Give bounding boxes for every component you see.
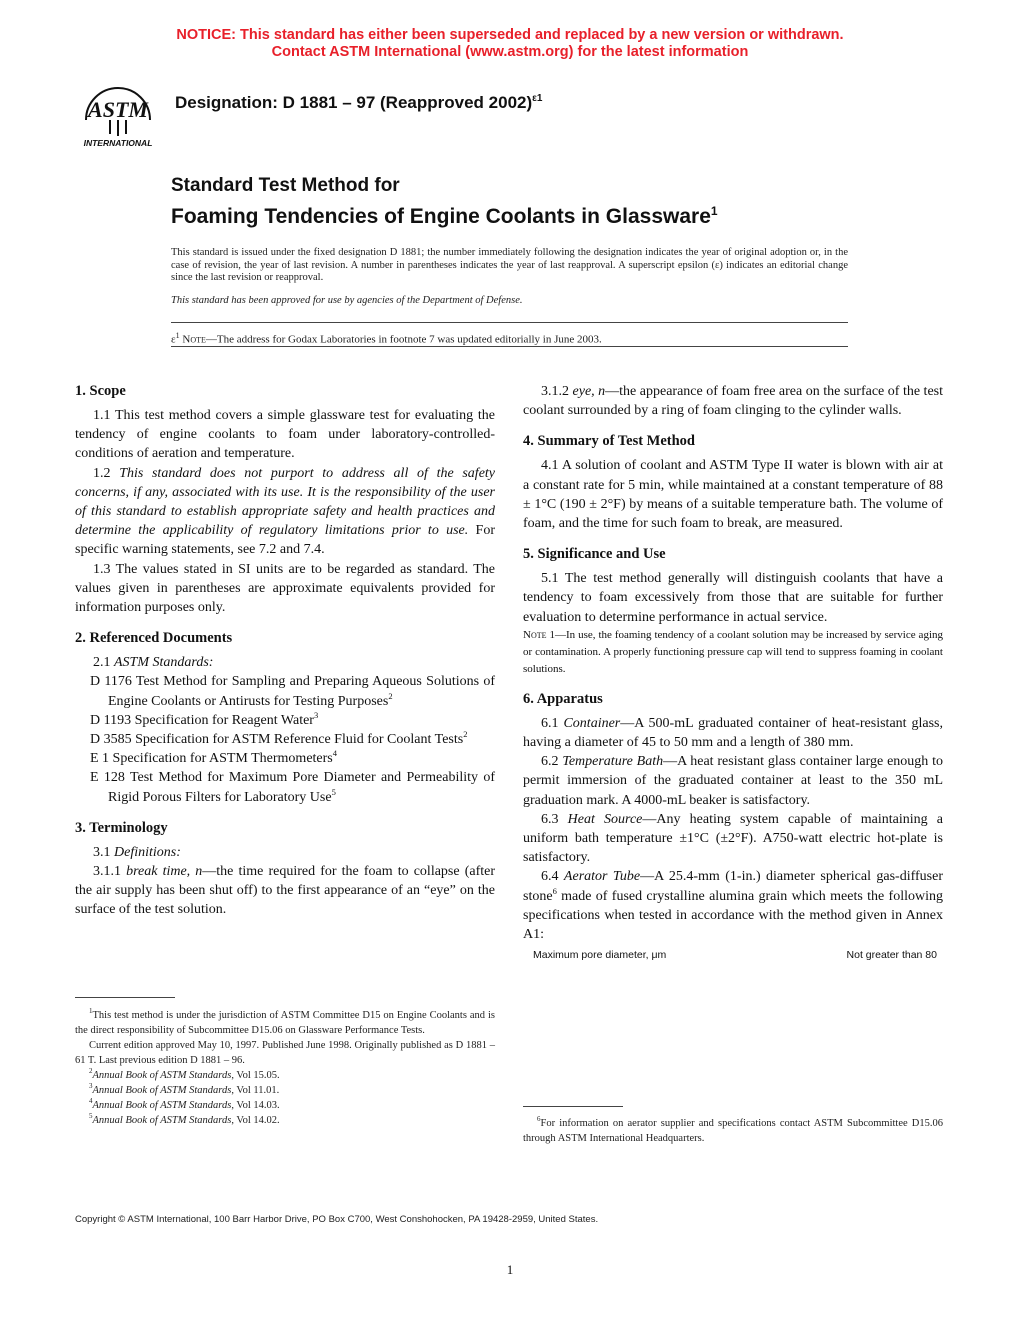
title-footnote-ref: 1 (710, 204, 718, 218)
left-column (75, 382, 495, 920)
editorial-note: $\varepsilon^1$ Note—The address for Godax Laboratories in footnote 7 was updated editorially in June 2003. (171, 331, 602, 346)
designation-text: Designation: D 1881 – 97 (Reapproved 2002) (175, 93, 533, 112)
para-1-3: 1.3 The values stated in SI units are to be regarded as standard. The values given in parentheses are approximate equivalents provided for information purposes only. (75, 561, 495, 616)
document-title (171, 174, 718, 230)
section-heading-apparatus: 6. Apparatus (523, 690, 603, 707)
para-1-2: 1.2 This standard does not purport to address all of the safety concerns, if any, associated with its use. It is the responsibility of the user of this standard to establish appropriate safety and health practices and determine the applicability of regulatory limitations prior to use. For specific warning statements, see 7.2 and 7.4. (75, 465, 496, 558)
copyright-line: Copyright © ASTM International, 100 Barr Harbor Drive, PO Box C700, West Conshohocken, PA 19428-2959, United States. (75, 1214, 599, 1225)
para-3-1-1: 3.1.1 break time, n—the time required for the foam to collapse (after the air supply has been shut off) to the first appearance of an “eye” on the surface of the test solution. (75, 864, 495, 918)
spec-row-pore-diameter (523, 948, 943, 962)
spec-value: Not greater than 80 (846, 949, 937, 962)
svg-text:ASTM: ASTM (88, 97, 148, 122)
notice-line-1: NOTICE: This standard has either been superseded and replaced by a new version or withdrawn. (176, 27, 844, 43)
para-6-1: 6.1 Container—A 500-mL graduated container of heat-resistant glass, having a diameter of 45 to 50 mm and a length of 380 mm. (523, 715, 944, 751)
divider-bottom (171, 346, 848, 347)
reference-d1176: D 1176 Test Method for Sampling and Preparing Aqueous Solutions of Engine Coolants or Antirusts for Testing Purposes$^2$ (90, 674, 495, 709)
note-1: Note 1—In use, the foaming tendency of a coolant solution may be increased by service aging or contamination. A properly functioning pressure cap will tend to suppress foaming in coolant solutions. (523, 628, 943, 675)
section-heading-summary: 4. Summary of Test Method (523, 433, 695, 450)
footnotes-right (523, 1116, 943, 1146)
section-heading-significance: 5. Significance and Use (523, 546, 666, 563)
spec-label: Maximum pore diameter, μm (533, 949, 667, 962)
footnote-rule-right (523, 1106, 623, 1107)
para-3-1: 3.1 Definitions: (93, 844, 181, 860)
section-heading-terminology: 3. Terminology (75, 819, 168, 836)
reference-d1193: D 1193 Specification for Reagent Water$^3$ (90, 709, 319, 728)
designation-epsilon: ε1 (532, 93, 543, 104)
page-number: 1 (506, 1262, 514, 1277)
reference-e128: E 128 Test Method for Maximum Pore Diameter and Permeability of Rigid Porous Filters for Laboratory Use$^5$ (90, 770, 495, 805)
title-line-1: Standard Test Method for (171, 175, 400, 196)
note-label: Note (182, 333, 206, 346)
section-heading-scope: 1. Scope (75, 383, 126, 399)
right-column (523, 382, 943, 962)
issuance-statement (171, 247, 848, 308)
reference-e1: E 1 Specification for ASTM Thermometers$^4$ (90, 748, 337, 767)
notice-line-2: Contact ASTM International (www.astm.org) for the latest information (271, 44, 749, 60)
para-1-1: 1.1 This test method covers a simple glassware test for evaluating the tendency of engine coolants to foam under laboratory-controlled-conditions of aeration and temperature. (75, 408, 495, 462)
para-4-1: 4.1 A solution of coolant and ASTM Type II water is blown with air at a constant rate for 5 min, while maintained at a constant temperature of 88 ± 1°C (190 ± 2°F) by means of a suitable temperature bath. The volume of foam, and the time for such foam to break, are measured. (523, 458, 943, 532)
reference-d3585: D 3585 Specification for ASTM Reference Fluid for Coolant Tests$^2$ (90, 729, 468, 748)
footnotes-left (75, 1008, 495, 1128)
footnote-1: $^1$This test method is under the jurisdiction of ASTM Committee D15 on Engine Coolants and is the direct responsibility of Subcommittee D15.06 on Glassware Performance Tests. (75, 1007, 495, 1036)
para-3-1-2: 3.1.2 eye, n—the appearance of foam free area on the surface of the test coolant surrounded by a ring of foam clinging to the cylinder walls. (523, 384, 943, 419)
divider-top (171, 322, 848, 323)
para-6-4: 6.4 Aerator Tube—A 25.4-mm (1-in.) diameter spherical gas-diffuser stone$^6$ made of fused crystalline alumina grain which meets the following specifications when tested in accordance with the method given in Annex A1: (523, 869, 943, 943)
issuance-text: This standard is issued under the fixed designation D 1881; the number immediately following the designation indicates the year of original adoption or, in the case of revision, the year of last revision. A number in parentheses indicates the year of last reapproval. A superscript epsilon (ε) indicates an editorial change since the last revision or reapproval. (171, 247, 848, 284)
designation (175, 88, 542, 114)
svg-text:INTERNATIONAL: INTERNATIONAL (83, 138, 153, 148)
footnote-rule-left (75, 997, 175, 998)
footnote-6: $^6$For information on aerator supplier and specifications contact ASTM Subcommittee D15.06 through ASTM International Headquarters. (523, 1115, 943, 1144)
para-6-2: 6.2 Temperature Bath—A heat resistant glass container large enough to permit immersion of the graduated container at least to the 350 mL graduation mark. A 4000-mL beaker is satisfactory. (523, 754, 943, 808)
footnote-1-continued: Current edition approved May 10, 1997. Published June 1998. Originally published as D 1881 – 61 T. Last previous edition D 1881 – 96. (75, 1040, 495, 1066)
footnote-3: $^3$Annual Book of ASTM Standards, Vol 11.01. (89, 1082, 280, 1096)
para-5-1: 5.1 The test method generally will distinguish coolants that have a tendency to foam excessively from those that are suitable for further evaluation to determine performance in actual service. (523, 571, 943, 625)
title-line-2: Foaming Tendencies of Engine Coolants in Glassware$^1$ (171, 204, 718, 228)
para-6-3: 6.3 Heat Source—Any heating system capable of maintaining a uniform bath temperature ±1°C (±2°F). A750-watt electric hot-plate is satisfactory. (523, 811, 943, 866)
footnote-5: $^5$Annual Book of ASTM Standards, Vol 14.02. (89, 1112, 280, 1126)
footnote-4: $^4$Annual Book of ASTM Standards, Vol 14.03. (89, 1097, 280, 1111)
astm-logo (76, 76, 160, 148)
footnote-2: $^2$Annual Book of ASTM Standards, Vol 15.05. (89, 1067, 280, 1081)
section-heading-referenced-documents: 2. Referenced Documents (75, 630, 233, 647)
dod-approval: This standard has been approved for use by agencies of the Department of Defense. (171, 295, 523, 307)
para-2-1: 2.1 ASTM Standards: (93, 655, 214, 671)
withdrawal-notice (0, 27, 1020, 61)
